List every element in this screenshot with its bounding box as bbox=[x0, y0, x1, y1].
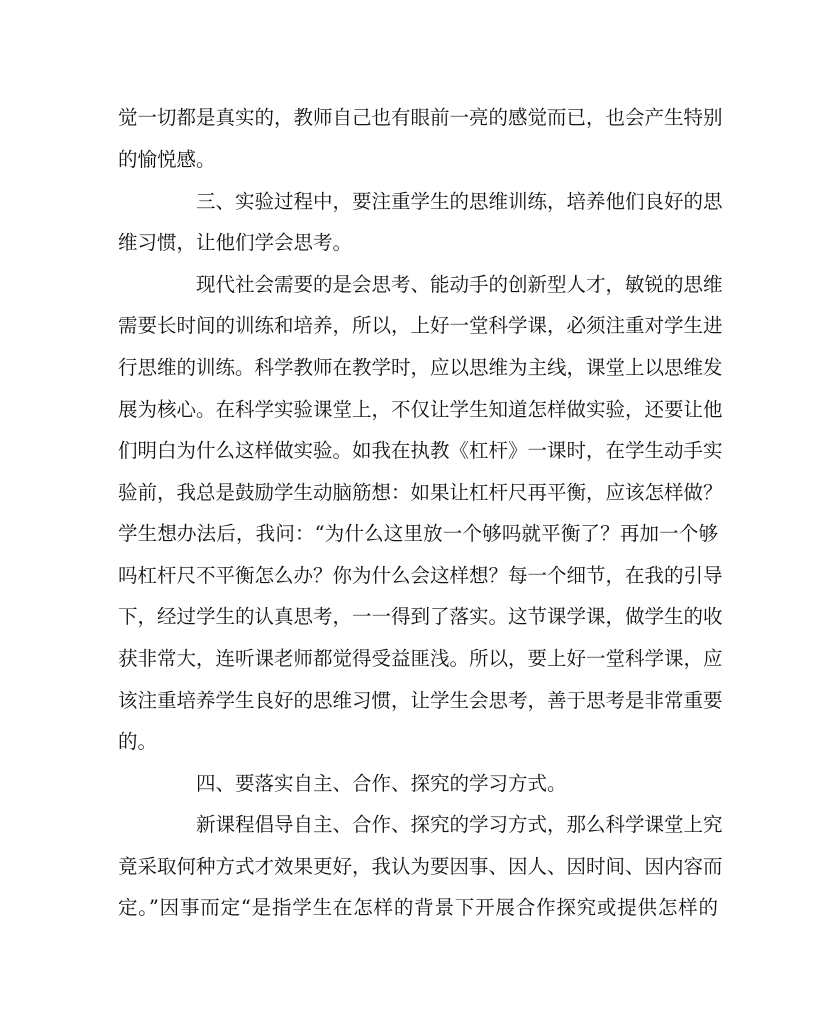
text-line: 需要长时间的训练和培养，所以，上好一堂科学课，必须注重对学生进 bbox=[118, 314, 723, 337]
text-line: 新课程倡导自主、合作、探究的学习方式，那么科学课堂上究 bbox=[196, 813, 723, 836]
text-line: 竟采取何种方式才效果更好，我认为要因事、因人、因时间、因内容而 bbox=[118, 855, 723, 878]
section-heading-line: 四、要落实自主、合作、探究的学习方式。 bbox=[196, 772, 567, 795]
text-line: 定。”因事而定“是指学生在怎样的背景下开展合作探究或提供怎样的 bbox=[118, 896, 718, 919]
text-line: 展为核心。在科学实验课堂上，不仅让学生知道怎样做实验，还要让他 bbox=[118, 398, 723, 421]
text-line: 下，经过学生的认真思考，一一得到了落实。这节课学课，做学生的收 bbox=[118, 605, 723, 628]
text-line: 行思维的训练。科学教师在教学时，应以思维为主线，课堂上以思维发 bbox=[118, 356, 723, 379]
section-heading-line: 维习惯，让他们学会思考。 bbox=[118, 231, 353, 254]
text-line: 获非常大，连听课老师都觉得受益匪浅。所以，要上好一堂科学课，应 bbox=[118, 647, 723, 670]
section-heading-line: 三、实验过程中，要注重学生的思维训练，培养他们良好的思 bbox=[196, 190, 723, 213]
text-line: 现代社会需要的是会思考、能动手的创新型人才，敏锐的思维 bbox=[196, 273, 723, 296]
text-line: 的愉悦感。 bbox=[118, 148, 216, 171]
text-line: 学生想办法后，我问：“为什么这里放一个够吗就平衡了？再加一个够 bbox=[118, 522, 718, 545]
text-line: 吗杠杆尺不平衡怎么办？你为什么会这样想？每一个细节，在我的引导 bbox=[118, 564, 723, 587]
text-line: 该注重培养学生良好的思维习惯，让学生会思考，善于思考是非常重要 bbox=[118, 689, 723, 712]
text-line: 觉一切都是真实的，教师自己也有眼前一亮的感觉而已，也会产生特别 bbox=[118, 106, 723, 129]
text-line: 验前，我总是鼓励学生动脑筋想：如果让杠杆尺再平衡，应该怎样做？ bbox=[118, 481, 723, 504]
text-line: 们明白为什么这样做实验。如我在执教《杠杆》一课时，在学生动手实 bbox=[118, 439, 723, 462]
text-line: 的。 bbox=[118, 730, 158, 753]
